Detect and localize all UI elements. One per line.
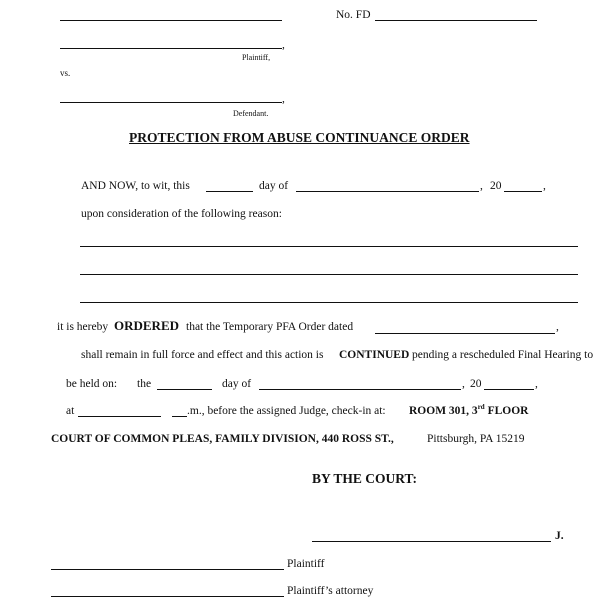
defendant-name-field[interactable] bbox=[60, 102, 282, 103]
comma-3: , bbox=[556, 321, 559, 333]
plaintiff-attorney-label: Plaintiff’s attorney bbox=[287, 585, 374, 597]
month-field[interactable] bbox=[296, 191, 479, 192]
hearing-day-field[interactable] bbox=[157, 389, 212, 390]
plaintiff-attorney-field[interactable] bbox=[51, 596, 284, 597]
defendant-comma: , bbox=[282, 93, 285, 105]
and-now-text: AND NOW, to wit, this bbox=[81, 180, 190, 192]
caption-blank-1[interactable] bbox=[60, 20, 282, 21]
be-held-on-text: be held on: bbox=[66, 378, 118, 390]
comma-5: , bbox=[535, 378, 538, 390]
comma-1: , bbox=[480, 180, 483, 192]
document-title: PROTECTION FROM ABUSE CONTINUANCE ORDER bbox=[129, 130, 470, 145]
comma-4: , bbox=[462, 378, 465, 390]
hearing-year-field[interactable] bbox=[484, 389, 534, 390]
the-text: the bbox=[137, 378, 152, 390]
reason-line-1[interactable] bbox=[80, 246, 578, 247]
day-number-field[interactable] bbox=[206, 191, 253, 192]
reason-line-2[interactable] bbox=[80, 274, 578, 275]
plaintiff-signature-field[interactable] bbox=[51, 569, 284, 570]
hearing-month-field[interactable] bbox=[259, 389, 461, 390]
plaintiff-name-field[interactable] bbox=[60, 48, 282, 49]
comma-2: , bbox=[543, 180, 546, 192]
court-address: COURT OF COMMON PLEAS, FAMILY DIVISION, 440 ROSS ST., bbox=[51, 433, 394, 445]
by-the-court: BY THE COURT: bbox=[312, 471, 418, 486]
reason-line-3[interactable] bbox=[80, 302, 578, 303]
pending-text: pending a rescheduled Final Hearing to bbox=[412, 349, 594, 361]
day-of-text-2: day of bbox=[222, 378, 252, 390]
day-of-text: day of bbox=[259, 180, 289, 192]
year-prefix-2: 20 bbox=[470, 378, 482, 390]
judge-signature-field[interactable] bbox=[312, 541, 551, 542]
continued-word: CONTINUED bbox=[339, 349, 410, 361]
hereby-prefix: it is hereby bbox=[57, 321, 109, 333]
plaintiff-label: Plaintiff, bbox=[242, 53, 271, 62]
order-date-field[interactable] bbox=[375, 333, 555, 334]
year-prefix: 20 bbox=[490, 180, 502, 192]
docket-no-label: No. FD bbox=[336, 9, 371, 21]
room-text: ROOM 301, 3rd FLOOR bbox=[409, 403, 529, 417]
hearing-time-field[interactable] bbox=[78, 416, 161, 417]
year-field[interactable] bbox=[504, 191, 542, 192]
m-before-text: .m., before the assigned Judge, check-in at: bbox=[187, 405, 386, 417]
vs-label: vs. bbox=[60, 68, 71, 78]
docket-no-field[interactable] bbox=[375, 20, 537, 21]
city-text: Pittsburgh, PA 15219 bbox=[427, 433, 525, 445]
defendant-label: Defendant. bbox=[233, 109, 269, 118]
plaintiff-comma: , bbox=[282, 39, 285, 51]
shall-remain-text: shall remain in full force and effect and this action is bbox=[81, 349, 324, 361]
am-pm-field[interactable] bbox=[172, 416, 187, 417]
upon-reason-text: upon consideration of the following reason: bbox=[81, 208, 282, 220]
judge-suffix: J. bbox=[555, 530, 564, 542]
ordered-word: ORDERED bbox=[114, 318, 180, 333]
plaintiff-signature-label: Plaintiff bbox=[287, 558, 325, 570]
at-text: at bbox=[66, 405, 75, 417]
hereby-suffix: that the Temporary PFA Order dated bbox=[186, 321, 354, 333]
